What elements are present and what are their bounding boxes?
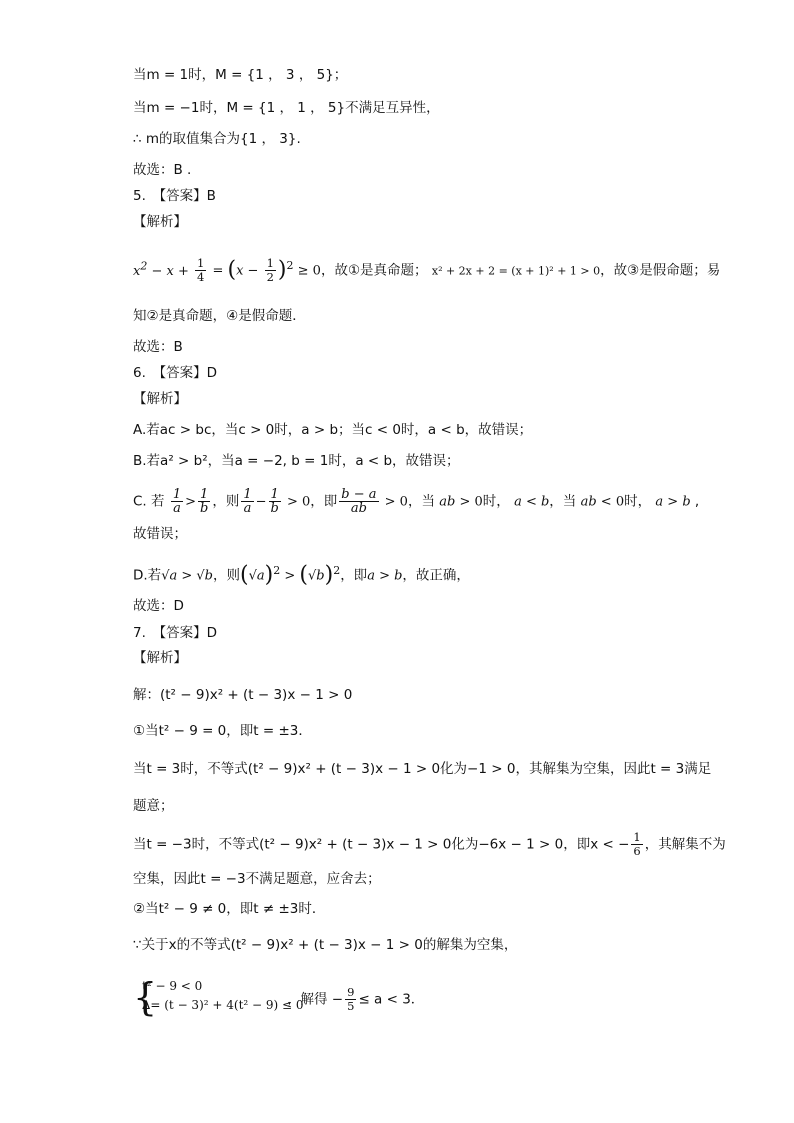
q6-option-c: C. 若 $\frac{1}{a}$ > $\frac{1}{b}$ ，则 $\frac{1}{a}$ − $\frac{1}{b}$ > 0，即 $\frac{b - a}{ab}$ > 0，当 ab > 0时， a < b，当 ab < 0时， a > b , [133, 487, 700, 516]
heading-text: 7. 【答案】D [133, 625, 218, 641]
heading-text: 【解析】 [133, 391, 187, 407]
q7-since-empty-set [133, 936, 517, 954]
line-text: 当m = −1时，M = {1 ， 1 ， 5}不满足互异性， [133, 100, 440, 116]
q5-answer-heading [133, 187, 216, 205]
q6-option-c-cont [133, 525, 187, 543]
fraction-1-over-a: $\frac{1}{a}$ [243, 487, 252, 516]
line-text: ∵关于x的不等式(t² − 9)x² + (t − 3)x − 1 > 0的解集为空集， [133, 937, 518, 953]
q7-case1 [133, 722, 312, 740]
line-text: 解：(t² − 9)x² + (t − 3)x − 1 > 0 [133, 687, 353, 703]
q6-option-d: D.若√a > √b，则$(√a)^2 > (√b)^2$，即a > b，故正确， [133, 562, 470, 588]
q7-answer-heading [133, 624, 217, 642]
left-brace: { [133, 975, 158, 1019]
fraction-one-half: $\frac{1}{2}$ [266, 256, 274, 284]
fraction-1-over-b: $\frac{1}{b}$ [200, 487, 209, 516]
fraction-one-sixth: $\frac{1}{6}$ [633, 830, 641, 858]
line-text: A.若ac > bc，当c > 0时，a > b；当c < 0时，a < b，故错误； [133, 422, 533, 438]
q5-text2: ，故③是假命题；易 [600, 262, 721, 279]
q7-analysis-label [133, 649, 187, 667]
line-text: ①当t² − 9 = 0，即t = ±3． [133, 723, 312, 739]
q7-t-equals-neg3-cont [133, 870, 381, 888]
fraction-one-quarter: $\frac{1}{4}$ [197, 256, 205, 284]
line-text: 知②是真命题，④是假命题． [133, 308, 306, 324]
heading-text: 6. 【答案】D [133, 365, 218, 381]
line-text: 故选：D [133, 598, 184, 614]
fraction-1-over-a: $\frac{1}{a}$ [172, 487, 182, 516]
heading-text: 【解析】 [133, 214, 187, 230]
q6-option-a [133, 421, 532, 439]
line-choice-b [133, 161, 191, 179]
result-text: ≤ a < 3． [358, 991, 425, 1008]
paren-right: ) [277, 257, 287, 283]
line-text: ②当t² − 9 ≠ 0，即t ≠ ±3时． [133, 901, 326, 917]
heading-text: 5. 【答案】B [133, 188, 216, 204]
line-m-equals-1 [133, 66, 347, 84]
q7-t-equals-neg3 [133, 831, 726, 858]
q5-choice [133, 338, 183, 356]
paren-left: ( [227, 257, 237, 283]
line-text: 故错误； [133, 526, 187, 542]
q5-text1: ，故①是真命题； [320, 262, 428, 279]
q5-equation2: x² + 2x + 2 = (x + 1)² + 1 > 0 [431, 264, 601, 278]
q5-conclusion [133, 307, 306, 325]
result-text: ，解得 − [287, 991, 344, 1008]
system-row-2: ∆= (t − 3)² + 4(t² − 9) ≤ 0 [142, 998, 304, 1012]
system-row-1: t² − 9 < 0 [142, 979, 203, 993]
q5-formula-line: $x^2 - x$ + $\frac{1}{4}$ = (x − $\frac{1}{2}$ )$^2$ ≥ 0，故①是真命题； x² + 2x + 2 = (x + 1)² + 1 > 0，故③是假命题；易 [133, 256, 721, 284]
heading-text: 【解析】 [133, 650, 187, 666]
q7-t-equals-3-cont [133, 797, 174, 815]
fraction-1-over-b: $\frac{1}{b}$ [270, 487, 279, 516]
math-expression: $x^2 - x$ + [133, 259, 193, 279]
fraction-b-minus-a-over-ab: $\frac{b - a}{ab}$ [341, 487, 377, 516]
q6-analysis-label [133, 390, 187, 408]
q7-t-equals-3 [133, 760, 711, 778]
line-m-value-set [133, 130, 301, 148]
q6-choice [133, 597, 184, 615]
line-text: 当t = −3时，不等式(t² − 9)x² + (t − 3)x − 1 > 0化为−6x − 1 > 0，即x < − [133, 836, 630, 853]
q5-analysis-label [133, 213, 187, 231]
q6-answer-heading [133, 364, 217, 382]
q6-option-b [133, 452, 460, 470]
line-text: 空集，因此t = −3不满足题意，应舍去； [133, 871, 381, 887]
line-text: 当m = 1时，M = {1 ， 3 ， 5}； [133, 67, 348, 83]
line-text: 故选：B [133, 339, 183, 355]
line-text: 题意； [133, 798, 174, 814]
line-text: ，其解集不为 [644, 836, 726, 853]
line-text: ∴ m的取值集合为{1 ， 3}. [133, 131, 301, 147]
line-m-equals-neg1 [133, 99, 440, 117]
fraction-nine-fifths: $\frac{9}{5}$ [347, 985, 355, 1013]
line-text: 故选：B . [133, 162, 192, 178]
q7-result [287, 986, 424, 1013]
line-text: B.若a² > b²，当a = −2, b = 1时，a < b，故错误； [133, 453, 460, 469]
line-text: 当t = 3时，不等式(t² − 9)x² + (t − 3)x − 1 > 0化为−1 > 0，其解集为空集，因此t = 3满足 [133, 761, 712, 777]
q7-solution-start [133, 686, 352, 704]
q7-case2 [133, 900, 325, 918]
